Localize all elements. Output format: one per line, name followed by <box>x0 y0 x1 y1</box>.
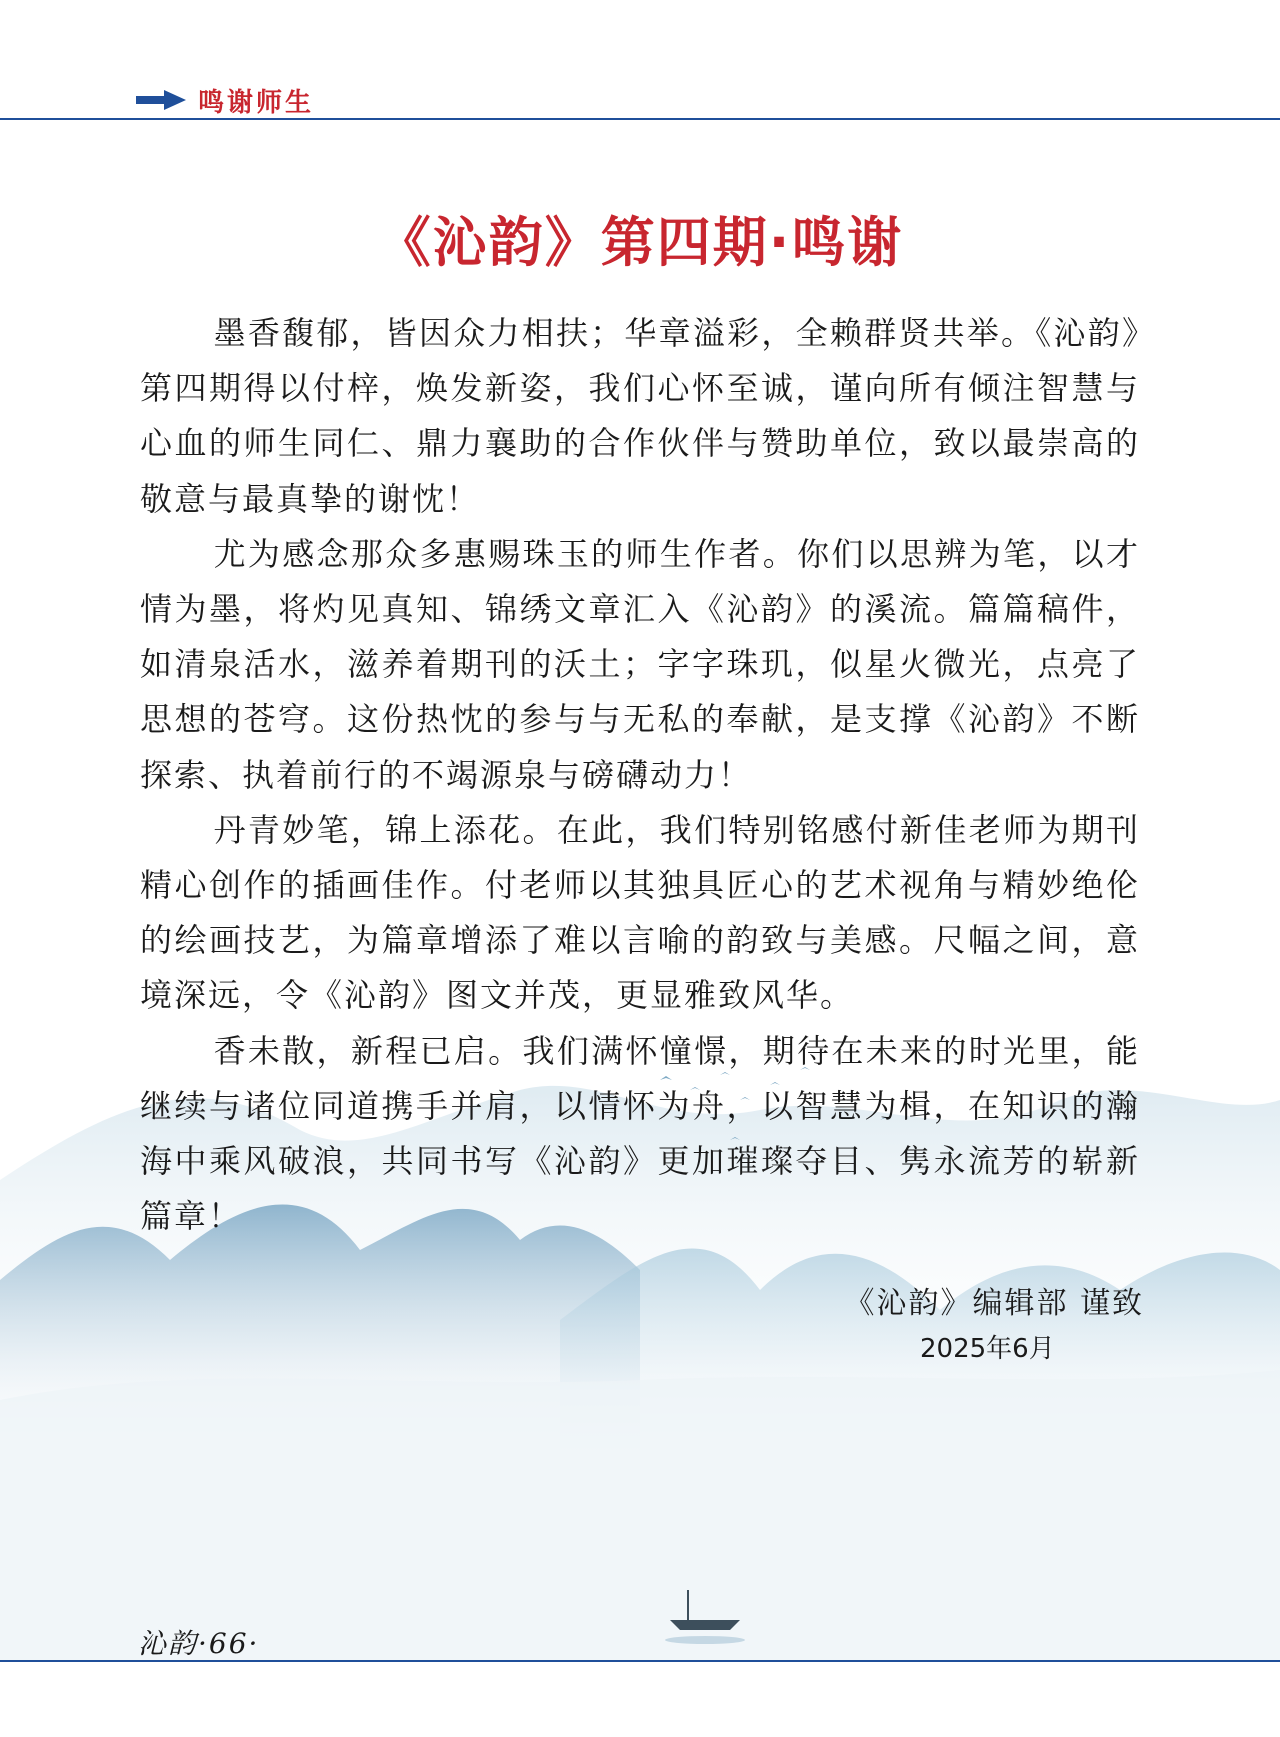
page-title: 《沁韵》第四期·鸣谢 <box>376 211 904 274</box>
paragraph: 尤为感念那众多惠赐珠玉的师生作者。你们以思辨为笔，以才情为墨，将灼见真知、锦绣文章汇入《沁韵》的溪流。篇篇稿件，如清泉活水，滋养着期刊的沃土；字字珠玑，似星火微光，点亮了思想的苍穹。这份热忱的参与与无私的奉献，是支撑《沁韵》不断探索、执着前行的不竭源泉与磅礴动力！ <box>140 534 1140 794</box>
arrow-right-icon <box>136 90 186 110</box>
footer-divider <box>0 1660 1280 1662</box>
page-number: 沁韵·66· <box>138 1627 260 1660</box>
paragraph: 墨香馥郁，皆因众力相扶；华章溢彩，全赖群贤共举。《沁韵》第四期得以付梓，焕发新姿，我们心怀至诚，谨向所有倾注智慧与心血的师生同仁、鼎力襄助的合作伙伴与赞助单位，致以最崇高的敬意与最真挚的谢忱！ <box>140 314 1140 518</box>
article-body <box>140 306 1140 1244</box>
signature: 《沁韵》编辑部 谨致 <box>844 1286 1144 1321</box>
section-label: 鸣谢师生 <box>198 88 315 118</box>
date: 2025年6月 <box>920 1334 1055 1364</box>
paragraph: 香未散，新程已启。我们满怀憧憬，期待在未来的时光里，能继续与诸位同道携手并肩，以情怀为舟，以智慧为楫，在知识的瀚海中乘风破浪，共同书写《沁韵》更加璀璨夺目、隽永流芳的崭新篇章！ <box>140 1031 1140 1236</box>
paragraph: 丹青妙笔，锦上添花。在此，我们特别铭感付新佳老师为期刊精心创作的插画佳作。付老师以其独具匠心的艺术视角与精妙绝伦的绘画技艺，为篇章增添了难以言喻的韵致与美感。尺幅之间，意境深远，令《沁韵》图文并茂，更显雅致风华。 <box>140 810 1140 1015</box>
page-header <box>0 0 1280 120</box>
header-divider <box>0 118 1280 120</box>
